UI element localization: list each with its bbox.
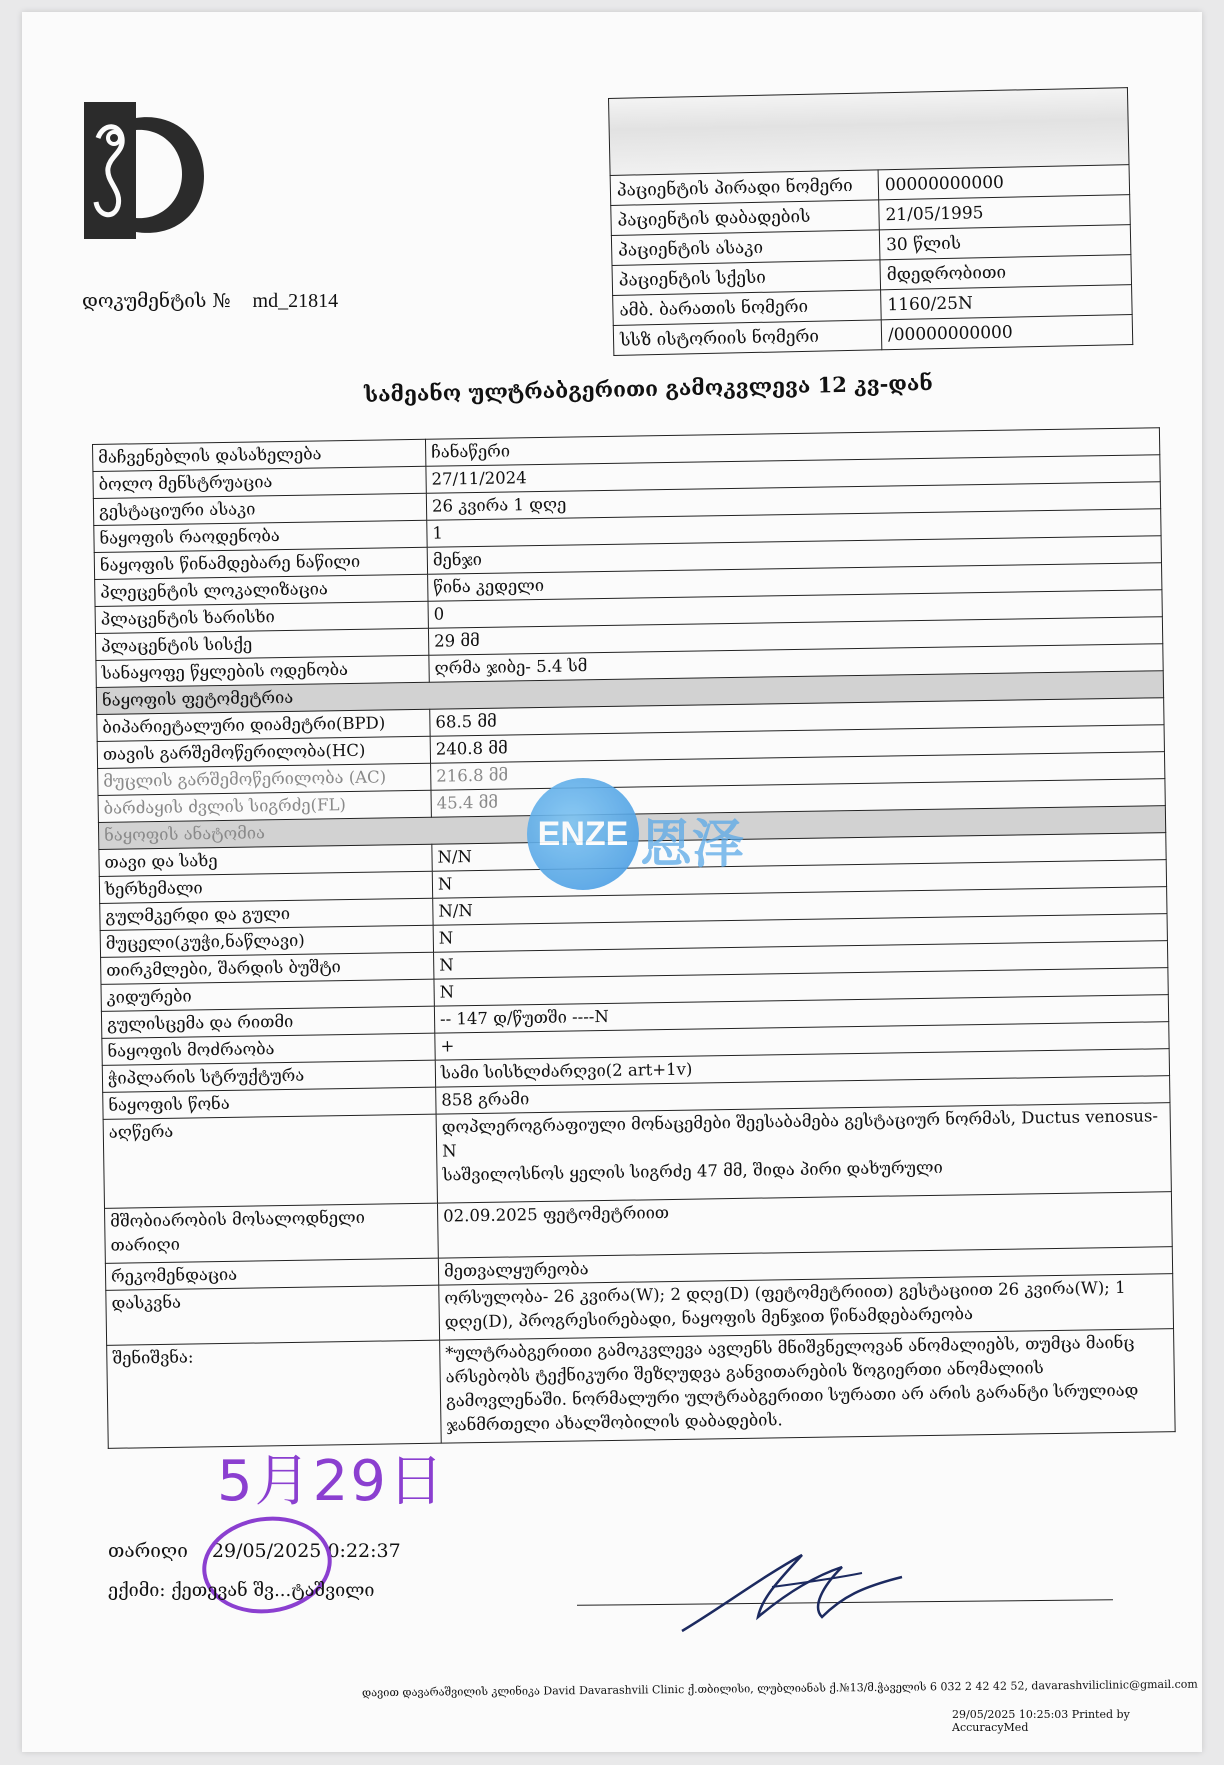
table-row: ბარძაყის ძვლის სიგრძე(FL) 45.4 მმ [98,779,1165,823]
table-row: ნაყოფის რაოდენობა 1 [94,509,1161,553]
patient-row: პაციენტის დაბადების 21/05/1995 [611,195,1131,236]
patient-redacted-row [609,88,1129,176]
table-row: ნაყოფის წონა 858 გრამი [103,1076,1170,1120]
table-row: ბოლო მენსტრუაცია 27/11/2024 [93,455,1160,499]
section-header-anatomy: ნაყოფის ანატომია [98,806,1165,850]
patient-info-table [608,87,1133,356]
table-row-due-date: მშობიარობის მოსალოდნელი თარიღი 02.09.2025 ფეტომეტრიით [105,1192,1173,1264]
table-row: თირკმლები, შარდის ბუშტი N [101,941,1168,985]
table-row: პლეცენტის ლოკალიზაცია წინა კედელი [95,563,1162,607]
table-row-note: შენიშვნა: *ულტრაბგერითი გამოკვლევა ავლენს მნიშვნელოვან ანომალიებს, თუმცა მაინც არსებობს ტექნიკური შეზღუდვა განვითარების ზოგიერთი ანომალიის გამოვლენაში. ნორმალური ულტრაბგერითი სურათი არ არის გარანტი სრულიად ჯანმრთელი ახალშობილის დაბადების. [107,1329,1175,1449]
enze-watermark-badge: ENZE [527,778,639,890]
table-row: მაჩვენებლის დასახელება ჩანაწერი [93,428,1160,472]
table-row: ნაყოფის წინამდებარე ნაწილი მენჯი [94,536,1161,580]
table-row: პლაცენტის სისქე 29 მმ [95,617,1162,661]
table-row: ბიპარიეტალური დიამეტრი(BPD) 68.5 მმ [97,698,1164,742]
table-row: თავი და სახე N/N [99,833,1166,877]
description-line: საშვილოსნოს ყელის სიგრძე 47 მმ, შიდა პირი დახურული [442,1157,943,1185]
ultrasound-table [92,427,1176,1449]
document-page [22,12,1202,1752]
date-label: თარიღი [108,1540,188,1562]
document-number-value: md_21814 [252,290,339,312]
document-number-label: დოკუმენტის № [82,290,231,312]
section-header-fetometry: ნაყოფის ფეტომეტრია [96,671,1163,715]
patient-row: პაციენტის პირადი ნომერი 00000000000 [610,165,1130,206]
printed-stamp: 29/05/2025 10:25:03 Printed by AccuracyMed [952,1708,1130,1734]
table-row: ხერხემალი N [99,860,1166,904]
table-row: კიდურები N [101,968,1168,1012]
time-value: 0:22:37 [327,1540,401,1562]
table-row-recommendation: რეკომენდაცია მეთვალყურეობა [105,1247,1172,1291]
table-row: გესტაციური ასაკი 26 კვირა 1 დღე [93,482,1160,526]
table-row: თავის გარშემოწერილობა(HC) 240.8 მმ [97,725,1164,769]
clinic-footer: დავით დავარაშვილის კლინიკა David Davarashvili Clinic ქ.თბილისი, ლუბლიანას ქ.№13/მ.ჭაველის 6 032 2 42 42 52, davarashviliclinic@gmail.com [361,1677,1198,1700]
table-row: გულისცემა და რითმი -- 147 დ/წუთში ----N [101,995,1168,1039]
enze-watermark-text: 恩泽 [640,815,745,875]
clinic-logo-icon [74,98,224,243]
document-number [82,290,354,313]
table-row: მუცელი(კუჭი,ნაწლავი) N [100,914,1167,958]
patient-row: პაციენტის ასაკი 30 წლის [611,225,1131,266]
report-title: სამეანო ულტრაბგერითი გამოკვლევა 12 კვ-დან [363,370,934,407]
table-row: პლაცენტის ხარისხი 0 [95,590,1162,634]
table-row: გულმკერდი და გული N/N [100,887,1167,931]
table-row-conclusion: დასკვნა ორსულობა- 26 კვირა(W); 2 დღე(D) (ფეტომეტრიით) გესტაციით 26 კვირა(W); 1 დღე(D), პროგრესირებადი, ნაყოფის მენჯით წინამდებარეობა [106,1274,1174,1346]
table-row: ჭიპლარის სტრუქტურა სამი სისხლძარღვი(2 art+1v) [102,1049,1169,1093]
patient-row: სსზ ისტორიის ნომერი /00000000000 [613,315,1133,356]
date-circle-annotation [196,1508,338,1621]
doctor-name: ექიმი: ქეთევან შვ...ტაშვილი [108,1580,375,1601]
date-value: 29/05/2025 [211,1540,322,1562]
patient-row: პაციენტის სქესი მდედრობითი [612,255,1132,296]
patient-row: ამბ. ბარათის ნომერი 1160/25N [613,285,1133,326]
signature-icon [662,1527,922,1647]
table-row: ნაყოფის მოძრაობა + [102,1022,1169,1066]
table-row-description: აღწერა დოპლეროგრაფიული მონაცემები შეესაბამება გესტაციურ ნორმას, Ductus venosus-N საშვილოსნოს ყელის სიგრძე 47 მმ, შიდა პირი დახურული [103,1103,1171,1209]
date-annotation: 5月29日 [217,1449,446,1514]
table-row: სანაყოფე წყლების ოდენობა ღრმა ჯიბე- 5.4 სმ [96,644,1163,688]
description-line: დოპლეროგრაფიული მონაცემები შეესაბამება გესტაციურ ნორმას, Ductus venosus-N [441,1106,1159,1161]
table-row: მუცლის გარშემოწერილობა (AC) 216.8 მმ [98,752,1165,796]
